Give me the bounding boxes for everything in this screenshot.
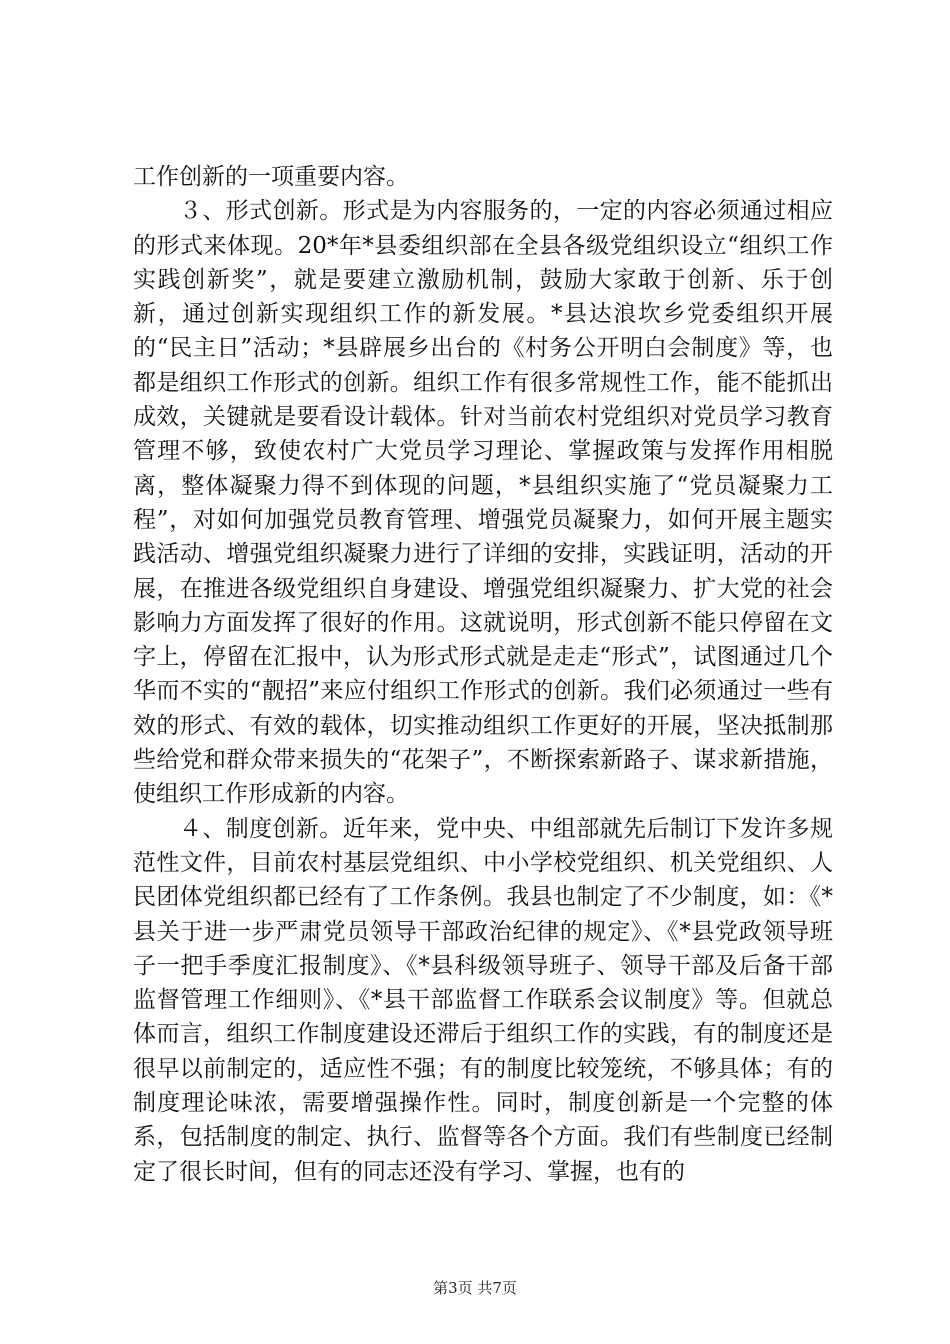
- paragraph-system-innovation: ４、制度创新。近年来，党中央、中组部就先后制订下发许多规范性文件，目前农村基层党组织、中小学校党组织、机关党组织、人民团体党组织都已经有了工作条例。我县也制定了不少制度，如：《*县关于进一步严肃党员领导干部政治纪律的规定》、《*县党政领导班子一把手季度汇报制度》、《*县科级领导班子、领导干部及后备干部监督管理工作细则》、《*县干部监督工作联系会议制度》等。但就总体而言，组织工作制度建设还滞后于组织工作的实践，有的制度还是很早以前制定的，适应性不强；有的制度比较笼统，不够具体；有的制度理论味浓，需要增强操作性。同时，制度创新是一个完整的体系，包括制度的制定、执行、监督等各个方面。我们有些制度已经制定了很长时间，但有的同志还没有学习、掌握，也有的: [133, 815, 833, 1185]
- document-body: [133, 160, 833, 1189]
- page-number-footer: 第3页 共7页: [433, 1279, 517, 1297]
- paragraph-form-innovation: ３、形式创新。形式是为内容服务的，一定的内容必须通过相应的形式来体现。20*年*县委组织部在全县各级党组织设立“组织工作实践创新奖”，就是要建立激励机制，鼓励大家敢于创新、乐于创新，通过创新实现组织工作的新发展。*县达浪坎乡党委组织开展的“民主日”活动；*县辟展乡出台的《村务公开明白会制度》等，也都是组织工作形式的创新。组织工作有很多常规性工作，能不能抓出成效，关键就是要看设计载体。针对当前农村党组织对党员学习教育管理不够，致使农村广大党员学习理论、掌握政策与发挥作用相脱离，整体凝聚力得不到体现的问题，*县组织实施了“党员凝聚力工程”，对如何加强党员教育管理、增强党员凝聚力，如何开展主题实践活动、增强党组织凝聚力进行了详细的安排，实践证明，活动的开展，在推进各级党组织自身建设、增强党组织凝聚力、扩大党的社会影响力方面发挥了很好的作用。这就说明，形式创新不能只停留在文字上，停留在汇报中，认为形式形式就是走走“形式”，试图通过几个华而不实的“靓招”来应付组织工作形式的创新。我们必须通过一些有效的形式、有效的载体，切实推动组织工作更好的开展，坚决抵制那些给党和群众带来损失的“花架子”，不断探索新路子、谋求新措施，使组织工作形成新的内容。: [133, 198, 833, 808]
- paragraph-continuation: 工作创新的一项重要内容。: [133, 164, 409, 190]
